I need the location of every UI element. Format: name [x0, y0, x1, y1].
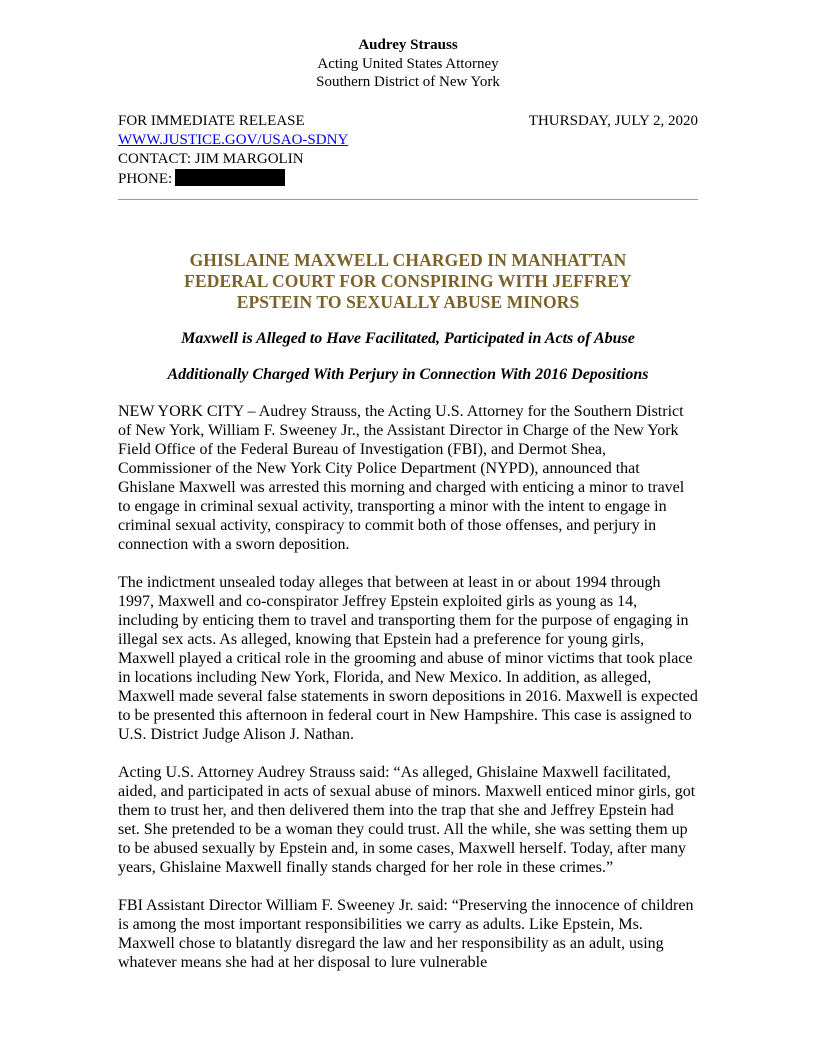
header-divider: [118, 199, 698, 200]
phone-label: PHONE:: [118, 170, 173, 187]
website-link[interactable]: WWW.JUSTICE.GOV/USAO-SDNY: [118, 131, 349, 148]
attorney-title: Acting United States Attorney: [317, 55, 499, 72]
subheading-2: Additionally Charged With Perjury in Connection With 2016 Depositions: [167, 365, 649, 383]
subheading-1: Maxwell is Alleged to Have Facilitated, Participated in Acts of Abuse: [181, 329, 635, 347]
body-paragraph-1: NEW YORK CITY – Audrey Strauss, the Acting U.S. Attorney for the Southern District of New York, William F. Sweeney Jr., the Assistant Director in Charge of the New York Field Office of the Federal Bureau of Investigation (FBI), and Dermot Shea, Commissioner of the New York City Police Department (NYPD), announced that Ghislane Maxwell was arrested this morning and charged with enticing a minor to travel to engage in criminal sexual activity, transporting a minor with the intent to engage in criminal sexual activity, conspiracy to commit both of those offenses, and perjury in connection with a sworn deposition.: [118, 402, 685, 553]
letterhead: [118, 36, 698, 92]
headline: [118, 250, 698, 313]
release-date: THURSDAY, JULY 2, 2020: [528, 112, 698, 129]
press-release-body: [118, 402, 698, 972]
body-paragraph-3: Acting U.S. Attorney Audrey Strauss said: “As alleged, Ghislaine Maxwell facilitated, aided, and participated in acts of sexual abuse of minors. Maxwell enticed minor girls, got them to trust her, and then delivered them into the trap that she and Jeffrey Epstein had set. She pretended to be a woman they could trust. All the while, she was setting them up to be abused sexually by Epstein and, in some cases, Maxwell herself. Today, after many years, Ghislaine Maxwell finally stands charged for her role in these crimes.”: [118, 763, 696, 876]
phone-line: [118, 169, 698, 189]
body-paragraph-4: FBI Assistant Director William F. Sweeney Jr. said: “Preserving the innocence of children is among the most important responsibilities we carry as adults. Like Epstein, Ms. Maxwell chose to blatantly disregard the law and her responsibility as an adult, using whatever means she had at her disposal to lure vulnerable: [118, 896, 694, 971]
headline-line-1: GHISLAINE MAXWELL CHARGED IN MANHATTAN: [189, 249, 627, 270]
release-label: FOR IMMEDIATE RELEASE: [118, 112, 305, 129]
headline-line-3: EPSTEIN TO SEXUALLY ABUSE MINORS: [236, 291, 580, 312]
redacted-phone-block: [175, 169, 285, 186]
body-paragraph-2: The indictment unsealed today alleges that between at least in or about 1994 through 1997, Maxwell and co-conspirator Jeffrey Epstein exploited girls as young as 14, including by enticing them to travel and transporting them for the purpose of engaging in illegal sex acts. As alleged, knowing that Epstein had a preference for young girls, Maxwell played a critical role in the grooming and abuse of minor victims that took place in locations including New York, Florida, and New Mexico. In addition, as alleged, Maxwell made several false statements in sworn depositions in 2016. Maxwell is expected to be presented this afternoon in federal court in New Hampshire. This case is assigned to U.S. District Judge Alison J. Nathan.: [118, 573, 698, 743]
release-info: [118, 112, 698, 189]
contact-line: CONTACT: JIM MARGOLIN: [118, 150, 304, 167]
press-release-page: [118, 36, 698, 972]
headline-line-2: FEDERAL COURT FOR CONSPIRING WITH JEFFREY: [184, 270, 632, 291]
attorney-name: Audrey Strauss: [358, 37, 458, 53]
district-name: Southern District of New York: [316, 74, 500, 90]
